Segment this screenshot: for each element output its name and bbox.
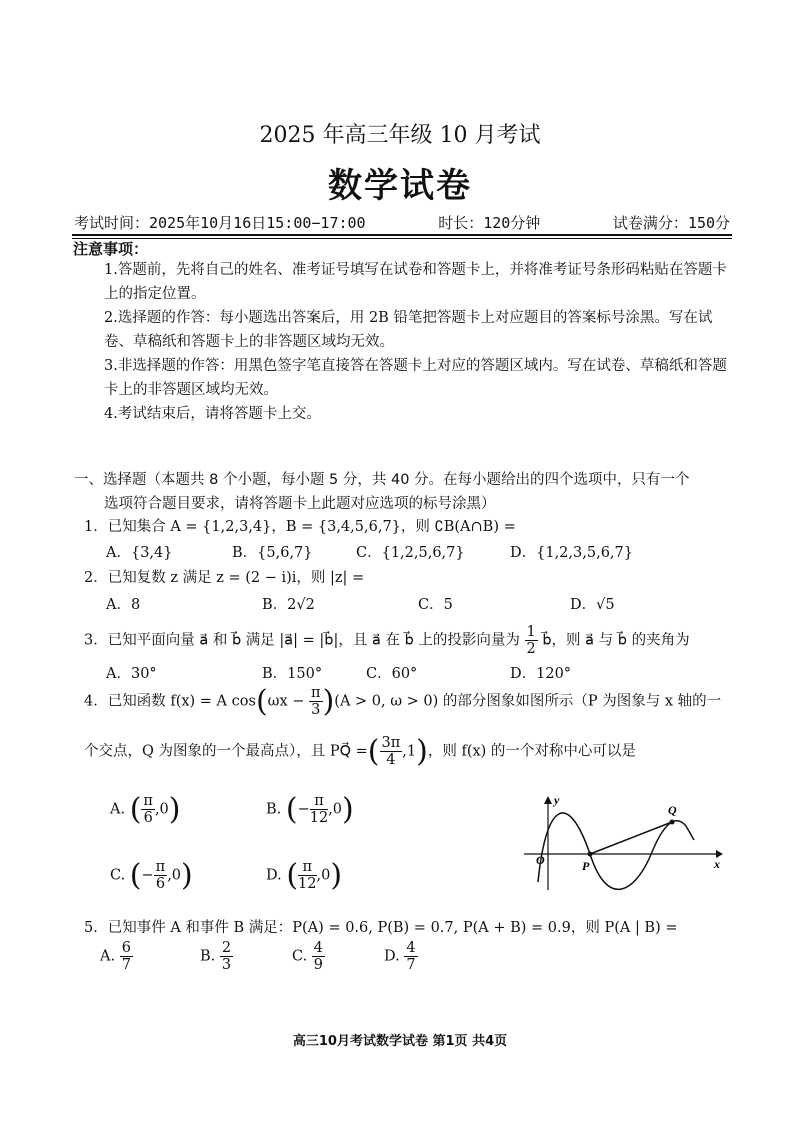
exam-subtitle: 2025 年高三年级 10 月考试 — [259, 123, 541, 148]
q3-stem-a: 3．已知平面向量 a⃗ 和 b⃗ 满足 |a⃗| = |b⃗|，且 a⃗ 在 b⃗ 上的投影向量为 — [84, 632, 520, 649]
p-label: P — [582, 859, 590, 873]
q3-option-a: A．30° — [106, 666, 157, 682]
point-p — [588, 852, 593, 857]
y-axis-label: y — [554, 793, 560, 807]
note-item-1: 1.答题前，先将自己的姓名、准考证号填写在试卷和答题卡上，并将准考证号条形码粘贴在答题卡上的指定位置。 — [104, 262, 727, 302]
question-1-stem: 1．已知集合 A = {1,2,3,4}，B = {3,4,5,6,7}，则 ∁B(A∩B) = — [84, 519, 516, 535]
q4-option-d: D. ( $\frac{\pi}{12}$ ,0) — [266, 858, 343, 893]
exam-time: 考试时间：2025年10月16日15:00−17:00 — [74, 214, 366, 232]
q4-option-b: B. (− $\frac{\pi}{12}$ ,0) — [266, 792, 354, 827]
q5-option-b: B. $\frac{2}{3}$ — [200, 940, 232, 973]
cosine-graph-figure — [524, 792, 724, 892]
q4-option-a: A. ( $\frac{\pi}{6}$ ,0) — [110, 792, 181, 827]
origin-label: O — [536, 853, 545, 867]
q4-vector-fraction: $\frac{3\pi}{4}$ — [381, 735, 401, 768]
question-4-stem-line-1: 4．已知函数 f(x) = A cos(ωx − $\frac{\pi}{3}$ )(A > 0, ω > 0) 的部分图象如图所示（P 为图象与 x 轴的一 — [84, 684, 722, 719]
q1-option-b: B．{5,6,7} — [232, 545, 313, 561]
header-rule-thick — [72, 234, 732, 236]
section-line-2: 选项符合题目要求，请将答题卡上此题对应选项的标号涂黑） — [104, 496, 496, 512]
point-q — [670, 820, 675, 825]
q5-option-a: A. $\frac{6}{7}$ — [100, 940, 131, 973]
q4-option-c: C. (− $\frac{\pi}{6}$ ,0) — [110, 858, 193, 893]
section-heading — [74, 468, 730, 516]
q3-fraction: $\frac{1}{2}$ — [526, 624, 536, 657]
exam-title: 数学试卷 — [328, 166, 472, 206]
question-3-stem — [84, 624, 690, 657]
q1-option-a: A．{3,4} — [106, 545, 173, 561]
q3-option-c: C．60° — [366, 666, 418, 682]
q5-option-d: D. $\frac{4}{7}$ — [384, 940, 416, 973]
question-5-stem: 5．已知事件 A 和事件 B 满足：P(A) = 0.6, P(B) = 0.7, P(A + B) = 0.9，则 P(A | B) = — [84, 920, 678, 936]
exam-full-score: 试卷满分：150分 — [612, 214, 730, 232]
x-axis-label: x — [714, 857, 720, 871]
note-item-4: 4.考试结束后，请将答题卡上交。 — [104, 406, 321, 422]
note-item-2: 2.选择题的作答：每小题选出答案后，用 2B 铅笔把答题卡上对应题目的答案标号涂黑。写在试卷、草稿纸和答题卡上的非答题区域均无效。 — [104, 310, 713, 350]
question-2-stem: 2．已知复数 z 满足 z = (2 − i)i，则 |z| = — [84, 570, 365, 586]
q2-option-d: D．√5 — [570, 597, 615, 613]
exam-duration: 时长：120分钟 — [438, 214, 541, 232]
question-4-stem-line-2: 个交点，Q 为图象的一个最高点），且 PQ⃗ =( $\frac{3\pi}{4}$ ,1)，则 f(x) 的一个对称中心可以是 — [84, 734, 636, 769]
cosine-curve — [538, 813, 694, 889]
q3-option-b: B．150° — [262, 666, 323, 682]
q5-option-c: C. $\frac{4}{9}$ — [292, 940, 324, 973]
q1-option-c: C．{1,2,5,6,7} — [356, 545, 465, 561]
pq-segment — [590, 822, 672, 854]
q-label: Q — [668, 803, 677, 817]
q1-option-d: D．{1,2,3,5,6,7} — [510, 545, 633, 561]
q4-phase-fraction: $\frac{\pi}{3}$ — [311, 685, 321, 718]
y-axis-arrow — [544, 796, 552, 804]
q2-option-c: C．5 — [418, 597, 453, 613]
exam-info-bar — [74, 212, 730, 233]
header-rule-thin — [72, 238, 732, 239]
q2-option-a: A．8 — [106, 597, 141, 613]
page-footer: 高三10月考试数学试卷 第1页 共4页 — [292, 1034, 508, 1049]
section-line-1: 一、选择题（本题共 8 个小题，每小题 5 分，共 40 分。在每小题给出的四个选项中，只有一个 — [74, 472, 690, 488]
q2-option-b: B．2√2 — [262, 597, 315, 613]
note-item-3: 3.非选择题的作答：用黑色签字笔直接答在答题卡上对应的答题区域内。写在试卷、草稿纸和答题卡上的非答题区域均无效。 — [104, 358, 727, 398]
q3-option-d: D．120° — [510, 666, 572, 682]
q3-stem-b: b⃗，则 a⃗ 与 b⃗ 的夹角为 — [542, 632, 690, 649]
notes-heading: 注意事项： — [73, 240, 149, 258]
